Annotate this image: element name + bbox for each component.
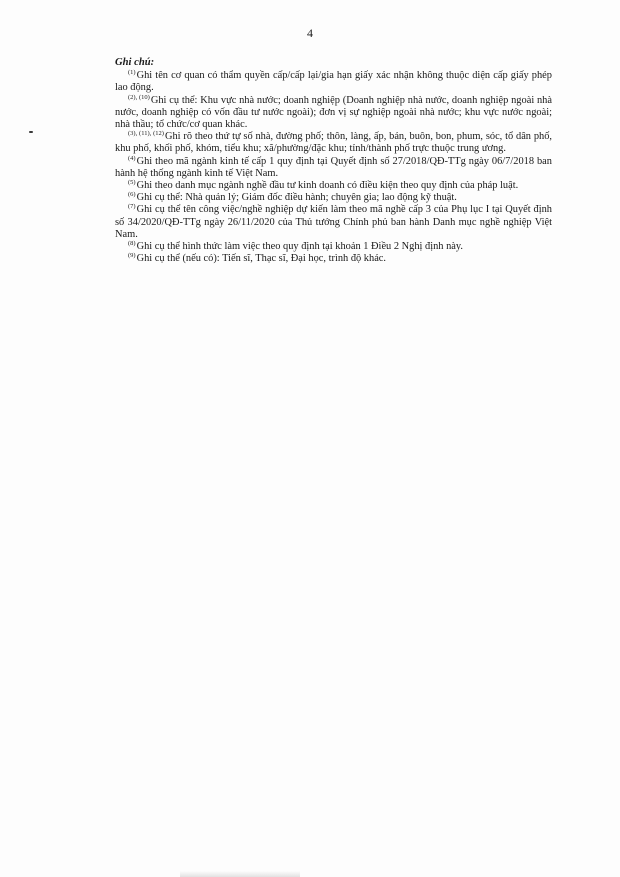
note-marker: (6) bbox=[128, 191, 136, 199]
note-marker: (4) bbox=[128, 154, 136, 162]
note-item-4 bbox=[115, 156, 552, 180]
note-marker: (2), (10) bbox=[128, 93, 150, 101]
note-item-5 bbox=[115, 180, 552, 192]
scan-shadow bbox=[180, 871, 300, 877]
note-text: Ghi rõ theo thứ tự số nhà, đường phố; thôn, làng, ấp, bản, buôn, bon, phum, sóc, tổ dân phố, khu phố, khối phố, khóm, tiểu khu; xã/phường/đặc khu; tỉnh/thành phố trực thuộc trung ương. bbox=[115, 131, 553, 155]
note-text: Ghi cụ thể (nếu có): Tiến sĩ, Thạc sĩ, Đại học, trình độ khác. bbox=[136, 253, 387, 265]
note-text: Ghi cụ thể hình thức làm việc theo quy định tại khoản 1 Điều 2 Nghị định này. bbox=[136, 241, 464, 253]
notes-title: Ghi chú: bbox=[115, 57, 155, 68]
note-item-8 bbox=[115, 241, 552, 253]
note-item-6 bbox=[115, 192, 552, 204]
note-item-7 bbox=[115, 204, 552, 241]
note-text: Ghi theo danh mục ngành nghề đầu tư kinh doanh có điều kiện theo quy định của pháp luật. bbox=[136, 180, 519, 192]
note-marker: (7) bbox=[128, 203, 136, 211]
note-item-9 bbox=[115, 253, 552, 265]
note-item-3-11-12 bbox=[115, 131, 552, 155]
note-marker: (1) bbox=[128, 69, 136, 77]
note-item-1 bbox=[115, 70, 552, 94]
note-marker: (9) bbox=[128, 252, 136, 260]
page-number: 4 bbox=[307, 26, 313, 40]
scan-artifact-mark bbox=[29, 131, 33, 133]
note-marker: (8) bbox=[128, 240, 136, 248]
note-text: Ghi theo mã ngành kinh tế cấp 1 quy định tại Quyết định số 27/2018/QĐ-TTg ngày 06/7/2018 ban hành hệ thống ngành kinh tế Việt Nam. bbox=[115, 155, 552, 179]
note-text: Ghi cụ thể: Khu vực nhà nước; doanh nghiệp (Doanh nghiệp nhà nước, doanh nghiệp ngoài nhà nước, doanh nghiệp có vốn đầu tư nước ngoài); đơn vị sự nghiệp ngoài nhà nước; khu vực nước ngoài; nhà thầu; tổ chức/cơ quan khác. bbox=[115, 94, 552, 131]
note-marker: (3), (11), (12) bbox=[128, 130, 164, 138]
notes-section bbox=[115, 57, 552, 265]
note-text: Ghi cụ thể tên công việc/nghề nghiệp dự kiến làm theo mã nghề cấp 3 của Phụ lục I tại Quyết định số 34/2020/QĐ-TTg ngày 26/11/2020 của Thủ tướng Chính phủ ban hành Danh mục nghề nghiệp Việt Nam. bbox=[115, 204, 552, 240]
note-text: Ghi tên cơ quan có thẩm quyền cấp/cấp lại/gia hạn giấy xác nhận không thuộc diện cấp giấy phép lao động. bbox=[115, 70, 552, 94]
note-marker: (5) bbox=[128, 179, 136, 187]
note-text: Ghi cụ thể: Nhà quản lý; Giám đốc điều hành; chuyên gia; lao động kỹ thuật. bbox=[136, 192, 457, 204]
note-item-2-10 bbox=[115, 95, 552, 132]
